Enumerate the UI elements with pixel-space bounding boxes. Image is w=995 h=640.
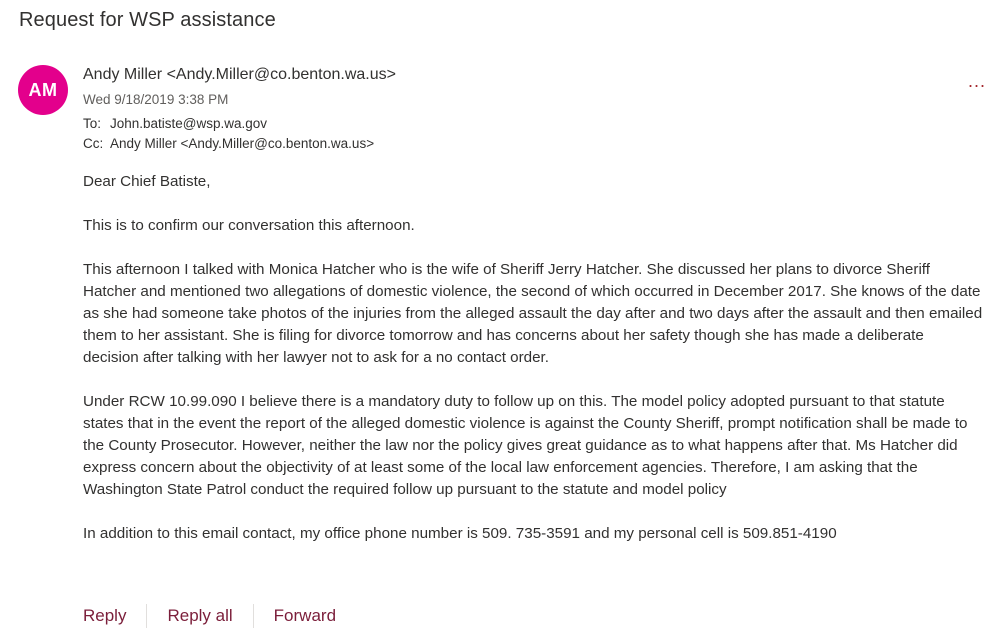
to-label: To: xyxy=(83,116,102,131)
reply-actions xyxy=(83,604,336,628)
cc-line xyxy=(83,136,374,151)
reply-button[interactable]: Reply xyxy=(83,606,127,625)
to-recipient[interactable]: John.batiste@wsp.wa.gov xyxy=(110,116,268,131)
action-divider xyxy=(253,604,254,628)
forward-button[interactable]: Forward xyxy=(273,606,337,625)
body-paragraph-2: This afternoon I talked with Monica Hatcher who is the wife of Sheriff Jerry Hatcher. She discussed her plans to divorce Sheriff Hatcher and mentioned two allegations of domestic violence, the second of which occurred in December 2017. She knows of the date as she had someone take photos of the injuries from the alleged assault the day after and two days after the assault and then emailed them to her assistant. She is filing for divorce tomorrow and has concerns about her safety though she has made a deliberate decision after talking with her lawyer not to ask for a no contact order. xyxy=(83,261,983,366)
sent-date: Wed 9/18/2019 3:38 PM xyxy=(83,92,229,107)
avatar[interactable]: AM xyxy=(18,65,68,115)
cc-label: Cc: xyxy=(83,136,104,151)
email-body xyxy=(83,171,983,567)
email-subject: Request for WSP assistance xyxy=(19,9,276,31)
cc-recipient[interactable]: Andy Miller <Andy.Miller@co.benton.wa.us> xyxy=(110,136,375,151)
body-paragraph-3: Under RCW 10.99.090 I believe there is a mandatory duty to follow up on this. The model policy adopted pursuant to that statute states that in the event the report of the alleged domestic violence is against the County Sheriff, prompt notification shall be made to the County Prosecutor. However, neither the law nor the policy gives great guidance as to what happens after that. Ms Hatcher did express concern about the objectivity of at least some of the local law enforcement agencies. Therefore, I am asking that the Washington State Patrol conduct the required follow up pursuant to the statute and model policy xyxy=(83,393,968,498)
body-greeting: Dear Chief Batiste, xyxy=(83,173,211,190)
reply-all-button[interactable]: Reply all xyxy=(167,606,233,625)
action-divider xyxy=(146,604,147,628)
body-paragraph-4: In addition to this email contact, my office phone number is 509. 735-3591 and my personal cell is 509.851-4190 xyxy=(83,525,837,542)
body-paragraph-1: This is to confirm our conversation this afternoon. xyxy=(83,217,415,234)
sender-name[interactable]: Andy Miller <Andy.Miller@co.benton.wa.us> xyxy=(83,66,396,83)
to-line xyxy=(83,116,267,131)
more-actions-icon[interactable]: ... xyxy=(968,71,987,91)
